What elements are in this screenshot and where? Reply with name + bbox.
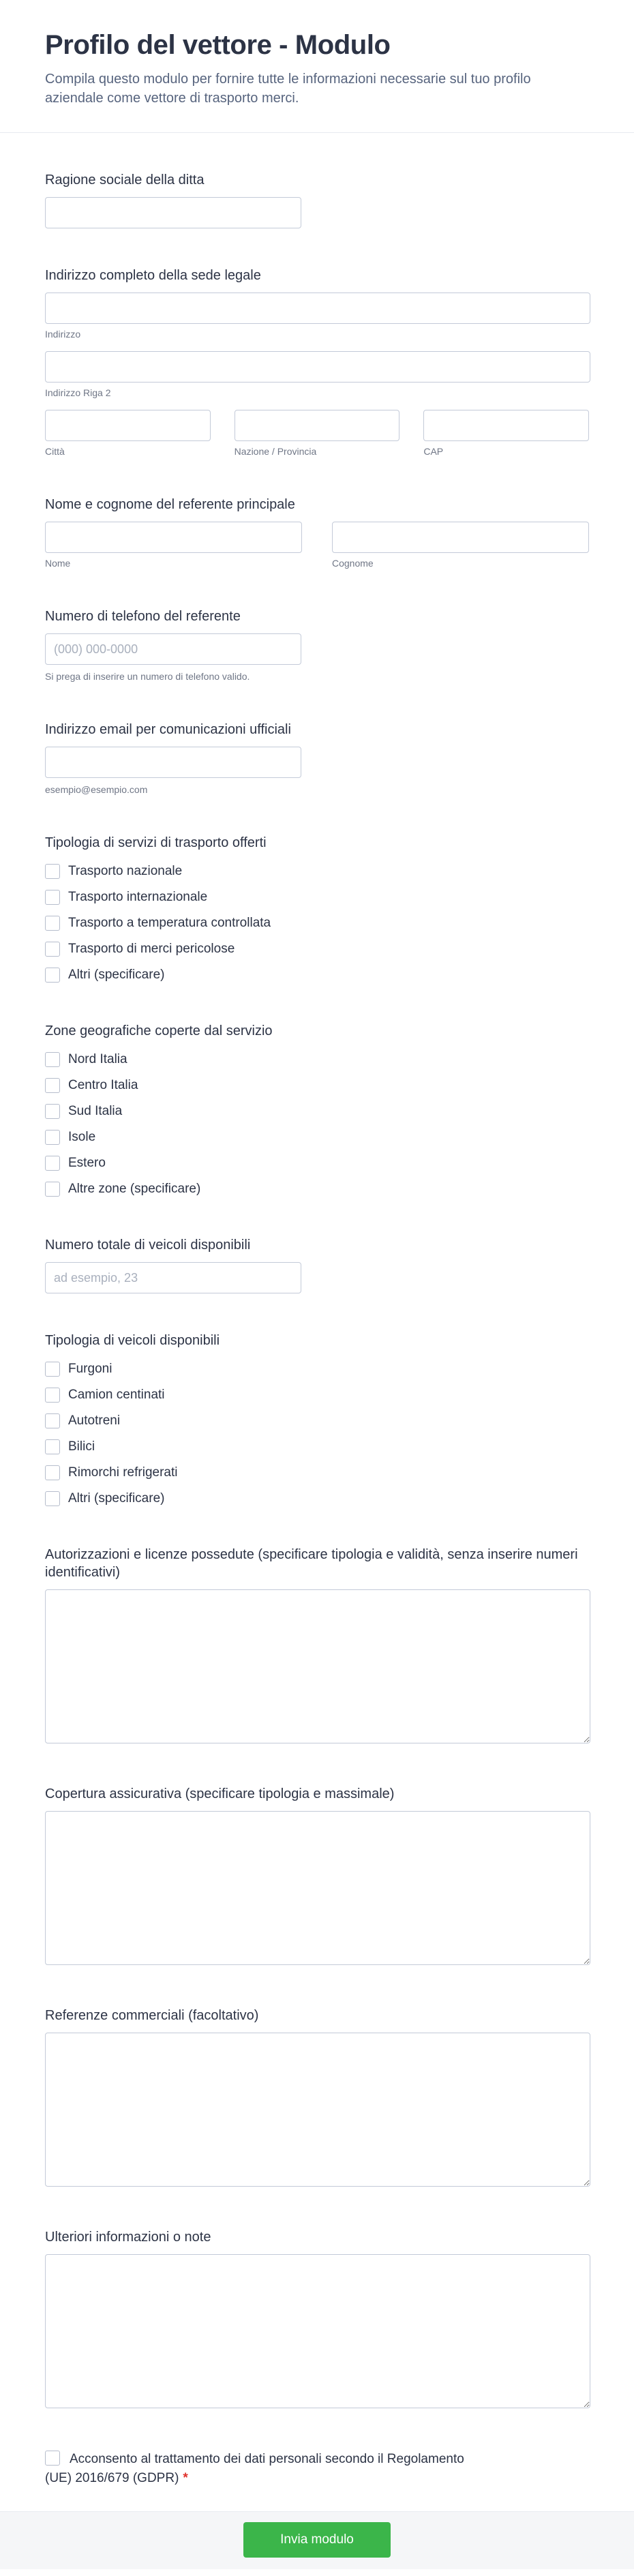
form-description: Compila questo modulo per fornire tutte le informazioni necessarie sul tuo profilo aziendale come vettore di trasporto merci. bbox=[45, 72, 531, 106]
gdpr-checkbox[interactable] bbox=[45, 2451, 60, 2466]
checkbox[interactable] bbox=[45, 1156, 60, 1171]
field-email bbox=[45, 721, 589, 796]
option-label: Centro Italia bbox=[68, 1078, 138, 1092]
option-label: Autotreni bbox=[68, 1413, 121, 1428]
checkbox[interactable] bbox=[45, 1078, 60, 1093]
state-input[interactable] bbox=[235, 410, 400, 441]
insurance-textarea[interactable] bbox=[45, 1811, 590, 1965]
option-label: Trasporto nazionale bbox=[68, 864, 183, 878]
checkbox-option[interactable] bbox=[45, 914, 271, 932]
last-name-input[interactable] bbox=[332, 522, 589, 553]
vehicle-types-label: Tipologia di veicoli disponibili bbox=[45, 1333, 220, 1348]
company-name-label: Ragione sociale della ditta bbox=[45, 173, 205, 188]
field-references bbox=[45, 2007, 589, 2190]
header-divider bbox=[0, 132, 634, 133]
email-hint: esempio@esempio.com bbox=[45, 784, 148, 795]
address-state-col bbox=[235, 410, 400, 458]
phone-label: Numero di telefono del referente bbox=[45, 609, 241, 624]
checkbox-option[interactable] bbox=[45, 1360, 112, 1378]
field-gdpr-consent bbox=[45, 2450, 589, 2488]
option-label: Isole bbox=[68, 1130, 96, 1144]
service-zones-options bbox=[45, 1051, 589, 1198]
checkbox[interactable] bbox=[45, 1413, 60, 1428]
address-zip-col bbox=[423, 410, 589, 458]
checkbox-option[interactable] bbox=[45, 940, 235, 958]
company-name-input[interactable] bbox=[45, 197, 301, 228]
phone-input[interactable] bbox=[45, 633, 301, 665]
address-line2-input[interactable] bbox=[45, 351, 590, 383]
option-label: Altre zone (specificare) bbox=[68, 1182, 201, 1196]
checkbox[interactable] bbox=[45, 1130, 60, 1145]
option-label: Altri (specificare) bbox=[68, 968, 165, 982]
state-sublabel: Nazione / Provincia bbox=[234, 446, 317, 457]
transport-services-label: Tipologia di servizi di trasporto offerti bbox=[45, 835, 267, 850]
field-legal-address bbox=[45, 267, 589, 458]
option-label: Trasporto internazionale bbox=[68, 890, 208, 904]
referent-name-label: Nome e cognome del referente principale bbox=[45, 497, 295, 512]
checkbox[interactable] bbox=[45, 1439, 60, 1454]
option-label: Rimorchi refrigerati bbox=[68, 1465, 178, 1480]
field-company-name bbox=[45, 171, 589, 228]
checkbox-option[interactable] bbox=[45, 1180, 200, 1198]
checkbox[interactable] bbox=[45, 1388, 60, 1403]
zip-sublabel: CAP bbox=[423, 446, 444, 457]
email-label: Indirizzo email per comunicazioni ufficiali bbox=[45, 722, 291, 737]
option-label: Trasporto a temperatura controllata bbox=[68, 916, 271, 930]
checkbox-option[interactable] bbox=[45, 1464, 177, 1482]
gdpr-consent-text: Acconsento al trattamento dei dati personali secondo il Regolamento (UE) 2016/679 (GDPR) * bbox=[45, 2452, 464, 2485]
checkbox[interactable] bbox=[45, 916, 60, 931]
notes-label: Ulteriori informazioni o note bbox=[45, 2230, 211, 2245]
field-vehicle-count bbox=[45, 1236, 589, 1293]
option-label: Trasporto di merci pericolose bbox=[68, 942, 235, 956]
option-label: Camion centinati bbox=[68, 1388, 165, 1402]
checkbox[interactable] bbox=[45, 968, 60, 983]
checkbox[interactable] bbox=[45, 1362, 60, 1377]
referent-name-row bbox=[45, 522, 589, 569]
checkbox[interactable] bbox=[45, 1465, 60, 1480]
transport-services-options bbox=[45, 863, 589, 984]
form-title: Profilo del vettore - Modulo bbox=[45, 30, 391, 60]
legal-address-label: Indirizzo completo della sede legale bbox=[45, 268, 261, 283]
insurance-label: Copertura assicurativa (specificare tipologia e massimale) bbox=[45, 1786, 395, 1801]
checkbox-option[interactable] bbox=[45, 1051, 127, 1068]
submit-button[interactable]: Invia modulo bbox=[243, 2522, 391, 2558]
address-line1-row bbox=[45, 293, 589, 340]
checkbox-option[interactable] bbox=[45, 966, 164, 984]
licenses-textarea[interactable] bbox=[45, 1589, 590, 1743]
field-service-zones bbox=[45, 1022, 589, 1198]
form-footer bbox=[0, 2511, 634, 2569]
gdpr-consent-option[interactable] bbox=[45, 2450, 570, 2488]
field-transport-services bbox=[45, 834, 589, 984]
address-city-col bbox=[45, 410, 211, 458]
required-asterisk: * bbox=[183, 2471, 188, 2485]
checkbox[interactable] bbox=[45, 1491, 60, 1506]
checkbox-option[interactable] bbox=[45, 1103, 122, 1120]
address-line2-sublabel: Indirizzo Riga 2 bbox=[45, 387, 111, 398]
option-label: Sud Italia bbox=[68, 1104, 123, 1118]
address-line2-row bbox=[45, 351, 589, 399]
city-sublabel: Città bbox=[45, 446, 65, 457]
vehicle-count-label: Numero totale di veicoli disponibili bbox=[45, 1238, 251, 1253]
licenses-label: Autorizzazioni e licenze possedute (specificare tipologia e validità, senza inserire numeri identificativi) bbox=[45, 1547, 578, 1580]
first-name-input[interactable] bbox=[45, 522, 302, 553]
address-city-state-zip-row bbox=[45, 410, 589, 458]
first-name-sublabel: Nome bbox=[45, 558, 71, 569]
form-header bbox=[0, 0, 634, 132]
checkbox-option[interactable] bbox=[45, 1490, 164, 1508]
notes-textarea[interactable] bbox=[45, 2254, 590, 2408]
address-line1-sublabel: Indirizzo bbox=[45, 329, 81, 340]
vehicle-types-options bbox=[45, 1360, 589, 1508]
field-vehicle-types bbox=[45, 1332, 589, 1508]
field-notes bbox=[45, 2228, 589, 2412]
last-name-sublabel: Cognome bbox=[332, 558, 374, 569]
checkbox-option[interactable] bbox=[45, 1154, 106, 1172]
checkbox-option[interactable] bbox=[45, 863, 182, 880]
references-label: Referenze commerciali (facoltativo) bbox=[45, 2008, 259, 2023]
option-label: Nord Italia bbox=[68, 1052, 127, 1066]
checkbox-option[interactable] bbox=[45, 1128, 95, 1146]
references-textarea[interactable] bbox=[45, 2033, 590, 2187]
option-label: Bilici bbox=[68, 1439, 95, 1454]
checkbox[interactable] bbox=[45, 890, 60, 905]
email-input[interactable] bbox=[45, 747, 301, 778]
option-label: Furgoni bbox=[68, 1362, 112, 1376]
address-line1-input[interactable] bbox=[45, 293, 590, 324]
service-zones-label: Zone geografiche coperte dal servizio bbox=[45, 1023, 273, 1038]
checkbox-option[interactable] bbox=[45, 1077, 138, 1094]
field-licenses bbox=[45, 1546, 589, 1747]
checkbox-option[interactable] bbox=[45, 1386, 165, 1404]
checkbox[interactable] bbox=[45, 864, 60, 879]
city-input[interactable] bbox=[45, 410, 211, 441]
checkbox[interactable] bbox=[45, 1182, 60, 1197]
field-insurance bbox=[45, 1785, 589, 1968]
checkbox-option[interactable] bbox=[45, 1438, 95, 1456]
last-name-col bbox=[332, 522, 589, 569]
first-name-col bbox=[45, 522, 302, 569]
vehicle-count-input[interactable] bbox=[45, 1262, 301, 1293]
checkbox-option[interactable] bbox=[45, 1412, 120, 1430]
form-body bbox=[0, 171, 634, 2488]
checkbox[interactable] bbox=[45, 942, 60, 957]
option-label: Estero bbox=[68, 1156, 106, 1170]
option-label: Altri (specificare) bbox=[68, 1491, 165, 1506]
phone-hint: Si prega di inserire un numero di telefono valido. bbox=[45, 671, 250, 682]
field-phone bbox=[45, 608, 589, 683]
checkbox[interactable] bbox=[45, 1104, 60, 1119]
checkbox[interactable] bbox=[45, 1052, 60, 1067]
field-referent-name bbox=[45, 496, 589, 569]
checkbox-option[interactable] bbox=[45, 888, 207, 906]
zip-input[interactable] bbox=[423, 410, 589, 441]
